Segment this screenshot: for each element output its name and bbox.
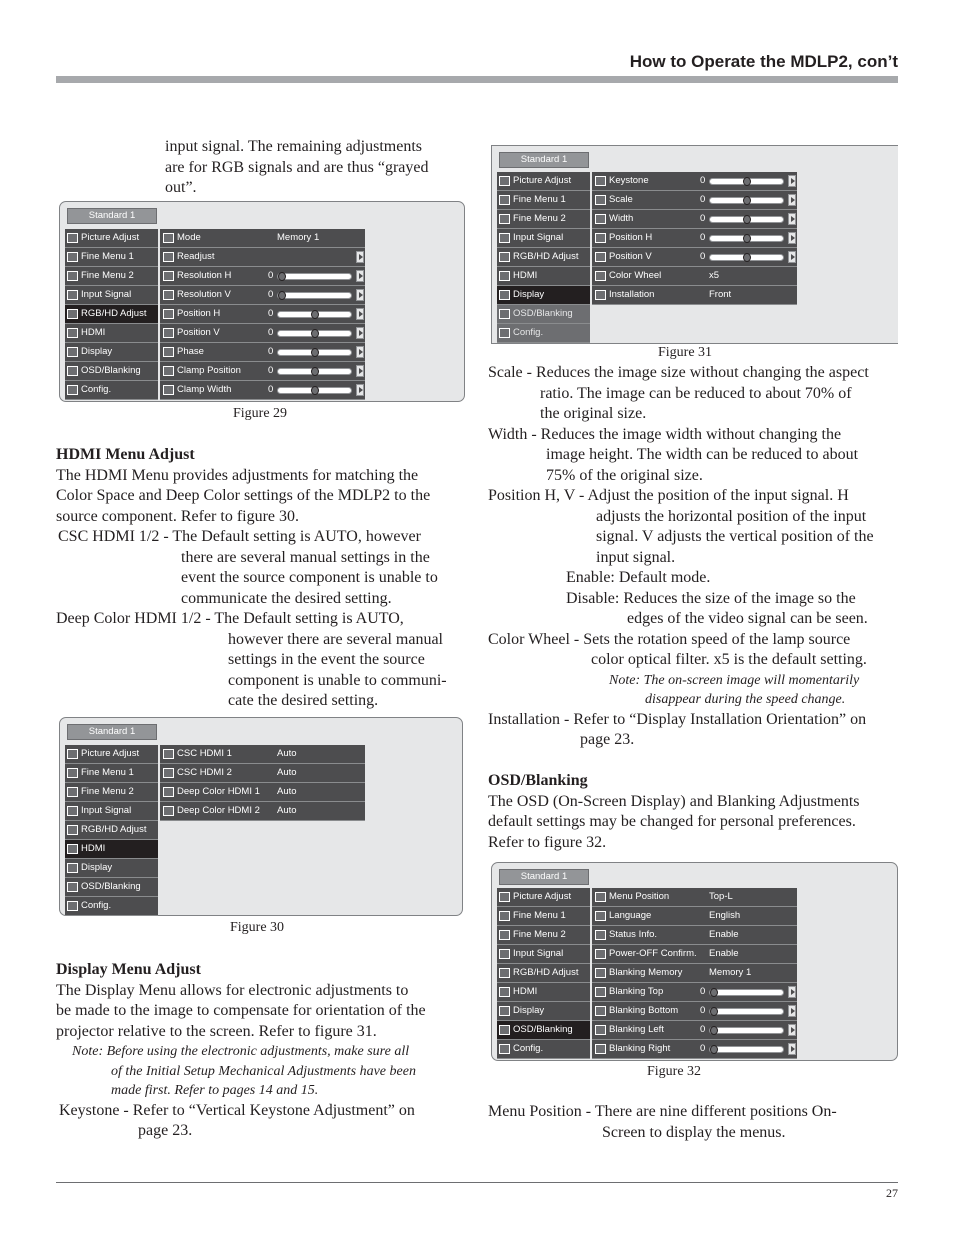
menu-item: Input Signal (65, 802, 158, 821)
picture-adjust-icon (499, 176, 510, 186)
setting-slider[interactable] (277, 330, 352, 337)
standard-tab: Standard 1 (499, 869, 589, 885)
menu-item: Config. (497, 324, 590, 343)
osd-menu-sidebar (65, 745, 158, 916)
setting-row (160, 362, 365, 381)
figure-31-osd (491, 145, 898, 344)
setting-value: Auto (277, 767, 297, 778)
menu-item: HDMI (65, 324, 158, 343)
setting-icon (163, 749, 174, 759)
setting-value: 0 (700, 1043, 706, 1054)
picture-adjust-icon (499, 892, 510, 902)
setting-row (592, 1021, 797, 1040)
setting-row (592, 926, 797, 945)
setting-icon (163, 271, 174, 281)
config-icon (499, 328, 510, 338)
setting-icon (163, 290, 174, 300)
setting-label: Language (609, 910, 652, 921)
menu-item: Input Signal (497, 945, 590, 964)
input-signal-icon (67, 806, 78, 816)
page-header-title: How to Operate the MDLP2, con’t (629, 52, 898, 71)
osd-icon (499, 309, 510, 319)
setting-value: 0 (268, 346, 274, 357)
setting-label: Clamp Width (177, 384, 232, 395)
setting-icon (595, 290, 606, 300)
menu-item: Fine Menu 1 (65, 764, 158, 783)
display-heading: Display Menu Adjust (56, 961, 201, 978)
intro-line: out”. (165, 179, 197, 196)
slider-knob[interactable] (710, 988, 718, 997)
setting-row (160, 305, 365, 324)
setting-icon (595, 1025, 606, 1035)
setting-value: Memory 1 (277, 232, 320, 243)
setting-label: Color Wheel (609, 270, 662, 281)
menu-item: Input Signal (65, 286, 158, 305)
menu-item: OSD/Blanking (65, 362, 158, 381)
setting-label: Keystone (609, 175, 649, 186)
setting-label: Deep Color HDMI 2 (177, 805, 260, 816)
setting-label: Menu Position (609, 891, 670, 902)
setting-value: Top-L (709, 891, 733, 902)
setting-icon (595, 214, 606, 224)
setting-slider[interactable] (277, 349, 352, 356)
fine-menu-icon (499, 930, 510, 940)
osd-menu-sidebar (497, 888, 590, 1059)
setting-label: Width (609, 213, 634, 224)
header-rule (56, 76, 898, 83)
standard-tab: Standard 1 (67, 208, 157, 224)
arrow-right-icon[interactable] (356, 384, 364, 396)
setting-value: 0 (268, 308, 274, 319)
menu-item: Display (497, 1002, 590, 1021)
menu-item-active: RGB/HD Adjust (65, 305, 158, 324)
setting-icon (595, 271, 606, 281)
osd-menu-sidebar (65, 229, 158, 400)
setting-slider[interactable] (709, 1046, 784, 1053)
setting-row (160, 229, 365, 248)
setting-icon (163, 252, 174, 262)
osd-icon (67, 366, 78, 376)
arrow-right-icon[interactable] (356, 327, 364, 339)
setting-label: Installation (609, 289, 655, 300)
arrow-right-icon[interactable] (788, 986, 796, 998)
setting-row (592, 907, 797, 926)
figure-30-osd (59, 717, 463, 916)
setting-row (592, 983, 797, 1002)
arrow-right-icon[interactable] (788, 1005, 796, 1017)
arrow-right-icon[interactable] (788, 251, 796, 263)
setting-label: Blanking Left (609, 1024, 664, 1035)
setting-icon (595, 930, 606, 940)
setting-icon (595, 1044, 606, 1054)
osd-icon (67, 882, 78, 892)
setting-slider[interactable] (709, 1027, 784, 1034)
setting-value: 0 (700, 194, 706, 205)
setting-icon (595, 949, 606, 959)
picture-adjust-icon (67, 749, 78, 759)
setting-slider[interactable] (277, 368, 352, 375)
menu-item: Picture Adjust (497, 888, 590, 907)
slider-knob[interactable] (311, 329, 319, 338)
setting-row (592, 191, 797, 210)
setting-label: Blanking Memory (609, 967, 683, 978)
setting-value: 0 (268, 289, 274, 300)
footer-rule (56, 1182, 898, 1183)
slider-knob[interactable] (311, 367, 319, 376)
setting-label: Position V (609, 251, 652, 262)
menu-item: Fine Menu 2 (65, 783, 158, 802)
setting-label: Blanking Bottom (609, 1005, 679, 1016)
setting-slider[interactable] (709, 216, 784, 223)
figure-32-caption: Figure 32 (647, 1064, 702, 1079)
menu-item: Fine Menu 2 (497, 210, 590, 229)
setting-value: Front (709, 289, 732, 300)
setting-row (160, 248, 365, 267)
slider-knob[interactable] (743, 234, 751, 243)
slider-knob[interactable] (710, 1045, 718, 1054)
setting-slider[interactable] (709, 178, 784, 185)
menu-item: Display (65, 343, 158, 362)
figure-29-osd (59, 201, 465, 402)
setting-icon (595, 987, 606, 997)
input-signal-icon (499, 949, 510, 959)
setting-icon (163, 787, 174, 797)
setting-value: 0 (268, 327, 274, 338)
setting-icon (163, 309, 174, 319)
setting-label: CSC HDMI 1 (177, 748, 232, 759)
hdmi-icon (67, 328, 78, 338)
menu-item: RGB/HD Adjust (497, 248, 590, 267)
slider-knob[interactable] (743, 196, 751, 205)
setting-row (592, 888, 797, 907)
slider-knob[interactable] (278, 272, 286, 281)
setting-icon (595, 968, 606, 978)
setting-row (592, 267, 797, 286)
setting-icon (163, 768, 174, 778)
arrow-right-icon[interactable] (356, 346, 364, 358)
config-icon (67, 385, 78, 395)
display-icon (67, 863, 78, 873)
display-icon (499, 290, 510, 300)
setting-label: Position V (177, 327, 220, 338)
standard-tab: Standard 1 (67, 724, 157, 740)
intro-text (165, 137, 428, 199)
arrow-right-icon[interactable] (356, 270, 364, 282)
setting-row (592, 945, 797, 964)
setting-label: Scale (609, 194, 633, 205)
menu-position-text: Menu Position - There are nine different positions On- Screen to display the menus. (488, 1103, 837, 1141)
setting-label: Phase (177, 346, 204, 357)
arrow-right-icon[interactable] (788, 1024, 796, 1036)
slider-knob[interactable] (710, 1007, 718, 1016)
setting-row (160, 764, 365, 783)
setting-value: 0 (700, 175, 706, 186)
menu-item: Fine Menu 1 (65, 248, 158, 267)
setting-value: Auto (277, 786, 297, 797)
config-icon (499, 1044, 510, 1054)
rgb-icon (499, 252, 510, 262)
input-signal-icon (67, 290, 78, 300)
setting-label: Resolution H (177, 270, 232, 281)
setting-row (592, 964, 797, 983)
arrow-right-icon[interactable] (356, 365, 364, 377)
display-section: Display Menu Adjust The Display Menu allows for electronic adjustments to be made to the image to compensate for orientation of the projector relative to the screen. Refer to figure 31. Note: Before using the electronic adjustments, make sure all of the Initial Setup Mechanical Adjustments have been made first. Refer to pages 14 and 15. Keystone - Refer to “Vertical Keystone Adjustment” on page 23. (56, 961, 426, 1139)
arrow-right-icon[interactable] (788, 232, 796, 244)
intro-line: input signal. The remaining adjustments (165, 138, 422, 155)
setting-icon (595, 892, 606, 902)
fine-menu-icon (499, 911, 510, 921)
menu-item: Fine Menu 2 (497, 926, 590, 945)
menu-item-active: Display (497, 286, 590, 305)
setting-value: 0 (268, 384, 274, 395)
setting-icon (595, 911, 606, 921)
standard-tab: Standard 1 (499, 152, 589, 168)
setting-row (592, 1002, 797, 1021)
menu-item: RGB/HD Adjust (497, 964, 590, 983)
setting-label: Mode (177, 232, 201, 243)
setting-value: 0 (700, 251, 706, 262)
setting-label: Readjust (177, 251, 215, 262)
menu-item: Fine Menu 1 (497, 907, 590, 926)
menu-item: Display (65, 859, 158, 878)
setting-row (592, 286, 797, 305)
setting-value: 0 (700, 213, 706, 224)
setting-icon (595, 252, 606, 262)
rgb-icon (67, 825, 78, 835)
osd-menu-sidebar (497, 172, 590, 343)
fine-menu-icon (67, 787, 78, 797)
setting-row (592, 210, 797, 229)
arrow-right-icon[interactable] (788, 194, 796, 206)
arrow-right-icon[interactable] (356, 308, 364, 320)
menu-item: Picture Adjust (65, 229, 158, 248)
rgb-icon (67, 309, 78, 319)
setting-icon (595, 195, 606, 205)
setting-label: Position H (177, 308, 221, 319)
menu-item-active: OSD/Blanking (497, 1021, 590, 1040)
figure-31-panel (592, 172, 797, 305)
arrow-right-icon[interactable] (356, 251, 364, 263)
menu-item: Picture Adjust (497, 172, 590, 191)
setting-slider[interactable] (709, 235, 784, 242)
setting-value: 0 (700, 986, 706, 997)
setting-row (160, 343, 365, 362)
setting-icon (595, 1006, 606, 1016)
setting-icon (163, 328, 174, 338)
setting-row (592, 248, 797, 267)
display-icon (499, 1006, 510, 1016)
setting-value: 0 (700, 1024, 706, 1035)
slider-knob[interactable] (743, 177, 751, 186)
setting-value: Enable (709, 948, 739, 959)
menu-item: HDMI (497, 267, 590, 286)
slider-knob[interactable] (743, 253, 751, 262)
arrow-right-icon[interactable] (788, 1043, 796, 1055)
setting-slider[interactable] (277, 292, 352, 299)
menu-item: HDMI (497, 983, 590, 1002)
arrow-right-icon[interactable] (788, 213, 796, 225)
page-number: 27 (886, 1186, 898, 1200)
hdmi-heading: HDMI Menu Adjust (56, 446, 195, 463)
display-icon (67, 347, 78, 357)
setting-value: 0 (268, 365, 274, 376)
setting-icon (163, 385, 174, 395)
setting-slider[interactable] (277, 273, 352, 280)
osd-heading: OSD/Blanking (488, 772, 588, 789)
setting-icon (163, 233, 174, 243)
input-signal-icon (499, 233, 510, 243)
menu-item: Fine Menu 1 (497, 191, 590, 210)
setting-slider[interactable] (277, 311, 352, 318)
figure-30-panel (160, 745, 365, 821)
figure-30-caption: Figure 30 (230, 920, 285, 935)
setting-slider[interactable] (709, 1008, 784, 1015)
figure-32-osd (491, 862, 898, 1061)
setting-value: Auto (277, 805, 297, 816)
menu-item: RGB/HD Adjust (65, 821, 158, 840)
setting-label: Blanking Top (609, 986, 664, 997)
setting-row (160, 381, 365, 400)
figure-32-panel (592, 888, 797, 1059)
setting-value: 0 (268, 270, 274, 281)
fine-menu-icon (499, 195, 510, 205)
setting-value: Enable (709, 929, 739, 940)
arrow-right-icon[interactable] (356, 289, 364, 301)
setting-row (160, 802, 365, 821)
slider-knob[interactable] (710, 1026, 718, 1035)
hdmi-icon (499, 271, 510, 281)
hdmi-icon (67, 844, 78, 854)
arrow-right-icon[interactable] (788, 175, 796, 187)
right-text-block: Scale - Reduces the image size without changing the aspect ratio. The image can be reduced to about 70% of the original size. Width - Reduces the image width without changing the image height. The width can be reduced to about 75% of the original size. Position H, V - Adjust the position of the input signal. H adjusts the horizontal position of the input signal. V adjusts the vertical position of the input signal. Enable: Default mode. Disable: Reduces the size of the image so the edges of the video signal can be seen. Color Wheel - Sets the rotation speed of the lamp source color optical filter. x5 is the default setting. Note: The on-screen image will momentarily disappear during the speed change. Installation - Refer to “Display Installation Orientation” on page 23. OSD/Blanking The OSD (On-Screen Display) and Blanking Adjustments default settings may be changed for personal preferences. Refer to figure 32. (488, 364, 874, 851)
config-icon (67, 901, 78, 911)
hdmi-section: HDMI Menu Adjust The HDMI Menu provides adjustments for matching the Color Space and Deep Color settings of the MDLP2 to the source component. Refer to figure 30. CSC HDMI 1/2 - The Default setting is AUTO, however there are several manual settings in the event the source component is unable to communicate the desired setting. Deep Color HDMI 1/2 - The Default setting is AUTO, however there are several manual settings in the event the source component is unable to communi- cate the desired setting. (56, 446, 447, 709)
slider-knob[interactable] (311, 348, 319, 357)
menu-item: Config. (65, 897, 158, 916)
setting-value: x5 (709, 270, 720, 281)
setting-slider[interactable] (709, 197, 784, 204)
slider-knob[interactable] (743, 215, 751, 224)
menu-item: Input Signal (497, 229, 590, 248)
setting-slider[interactable] (709, 254, 784, 261)
setting-value: 0 (700, 232, 706, 243)
setting-label: Resolution V (177, 289, 231, 300)
fine-menu-icon (67, 271, 78, 281)
setting-row (160, 286, 365, 305)
setting-label: Power-OFF Confirm. (609, 948, 697, 959)
menu-item-active: HDMI (65, 840, 158, 859)
setting-icon (595, 233, 606, 243)
figure-29-caption: Figure 29 (233, 406, 288, 421)
fine-menu-icon (499, 214, 510, 224)
setting-label: Deep Color HDMI 1 (177, 786, 260, 797)
setting-row (592, 229, 797, 248)
setting-row (160, 783, 365, 802)
setting-slider[interactable] (709, 989, 784, 996)
setting-row (592, 172, 797, 191)
setting-icon (163, 347, 174, 357)
setting-value: Memory 1 (709, 967, 752, 978)
setting-icon (163, 806, 174, 816)
hdmi-icon (499, 987, 510, 997)
setting-value: Auto (277, 748, 297, 759)
figure-31-caption: Figure 31 (658, 345, 713, 360)
rgb-icon (499, 968, 510, 978)
setting-icon (163, 366, 174, 376)
setting-value: 0 (700, 1005, 706, 1016)
setting-label: Blanking Right (609, 1043, 671, 1054)
fine-menu-icon (67, 768, 78, 778)
setting-row (160, 324, 365, 343)
fine-menu-icon (67, 252, 78, 262)
setting-label: Position H (609, 232, 653, 243)
setting-label: CSC HDMI 2 (177, 767, 232, 778)
setting-row (592, 1040, 797, 1059)
setting-label: Status Info. (609, 929, 658, 940)
setting-label: Clamp Position (177, 365, 241, 376)
menu-item: OSD/Blanking (497, 305, 590, 324)
slider-knob[interactable] (311, 386, 319, 395)
slider-knob[interactable] (278, 291, 286, 300)
menu-item: Fine Menu 2 (65, 267, 158, 286)
intro-line: are for RGB signals and are thus “grayed (165, 158, 429, 176)
setting-row (160, 745, 365, 764)
slider-knob[interactable] (311, 310, 319, 319)
setting-slider[interactable] (277, 387, 352, 394)
osd-icon (499, 1025, 510, 1035)
menu-item: OSD/Blanking (65, 878, 158, 897)
setting-icon (595, 176, 606, 186)
menu-item: Config. (65, 381, 158, 400)
setting-value: English (709, 910, 741, 921)
figure-29-panel (160, 229, 365, 400)
picture-adjust-icon (67, 233, 78, 243)
setting-row (160, 267, 365, 286)
menu-item: Config. (497, 1040, 590, 1059)
menu-item: Picture Adjust (65, 745, 158, 764)
